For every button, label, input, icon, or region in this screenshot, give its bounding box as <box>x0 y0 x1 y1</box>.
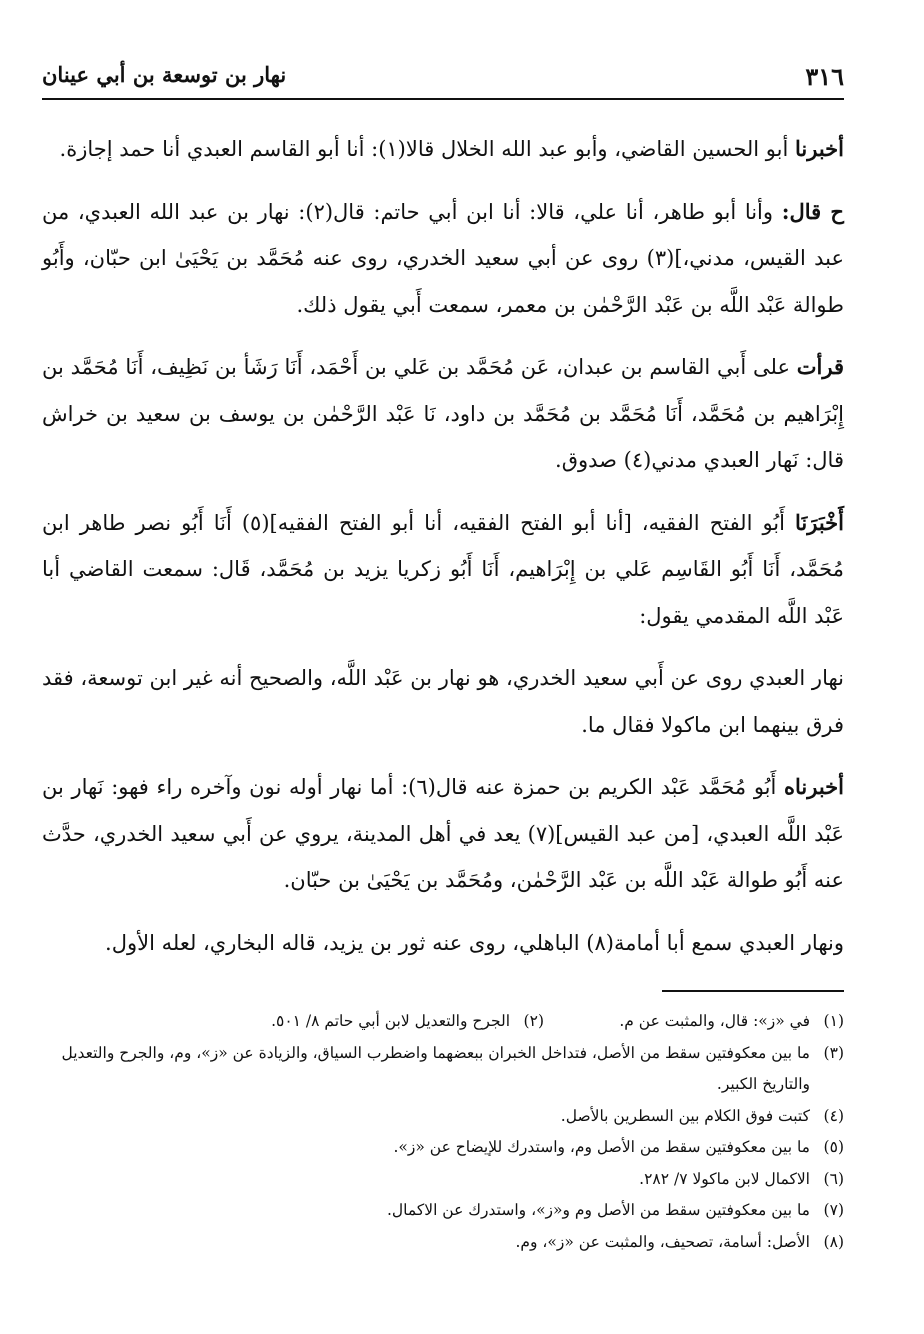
main-text <box>42 126 844 982</box>
footnote-text: الجرح والتعديل لابن أبي حاتم ٨/ ٥٠١. <box>271 1012 510 1030</box>
paragraph-text: ونهار العبدي سمع أبا أمامة(٨) الباهلي، روى عنه ثور بن يزيد، قاله البخاري، لعله الأول. <box>105 930 844 955</box>
paragraph-lead: أخبرناه <box>784 774 844 799</box>
footnote-6 <box>42 1164 844 1196</box>
footnote-row <box>42 1006 844 1038</box>
paragraph-lead: قرأت <box>796 354 844 379</box>
paragraph-text: أَبُو مُحَمَّد عَبْد الكريم بن حمزة عنه قال(٦): أما نهار أوله نون وآخره راء فهو: نَهار بن عَبْد اللَّه العبدي، [من عبد القيس](٧) يعد في أهل المدينة، يروي عن أَبي سعيد الخدري، حدَّث عنه أَبُو طوالة عَبْد اللَّه بن عَبْد الرَّحْمٰن، ومُحَمَّد بن يَحْيَىٰ بن حبّان. <box>42 775 844 892</box>
paragraph-text: أَبُو الفتح الفقيه، [أنا أبو الفتح الفقيه، أنا أبو الفتح الفقيه](٥) أَنَا أَبُو نصر طاهر ابن مُحَمَّد، أَنَا أَبُو القَاسِم عَلي بن إِبْرَاهيم، أَنَا أَبُو زكريا يزيد بن مُحَمَّد، قَال: سمعت القاضي أبا عَبْد اللَّه المقدمي يقول: <box>42 510 844 628</box>
paragraph-lead: أَخْبَرَنَا <box>795 509 844 535</box>
footnote-text: ما بين معكوفتين سقط من الأصل وم و«ز»، واستدرك عن الاكمال. <box>386 1201 810 1219</box>
paragraph <box>42 189 844 329</box>
footnote-separator <box>662 990 844 992</box>
paragraph-lead: أخبرنا <box>795 136 844 161</box>
paragraph <box>42 655 844 748</box>
footnote-text: ما بين معكوفتين سقط من الأصل وم، واستدرك للإيضاح عن «ز». <box>393 1138 810 1156</box>
footnote-text: في «ز»: قال، والمثبت عن م. <box>619 1012 810 1030</box>
footnote-7 <box>42 1195 844 1227</box>
footnote-number: (٥) <box>823 1138 844 1156</box>
paragraph-lead: ح قال: <box>781 198 844 224</box>
footnote-number: (٤) <box>823 1106 844 1125</box>
footnote-number: (٢) <box>523 1012 544 1030</box>
paragraph <box>42 920 844 967</box>
footnote-5 <box>42 1132 844 1164</box>
paragraph-text: على أَبي القاسم بن عبدان، عَن مُحَمَّد بن عَلي بن أَحْمَد، أَنَا رَشَأ بن نَظِيف، أَنَا مُحَمَّد بن إِبْرَاهيم بن مُحَمَّد، أَنَا مُحَمَّد بن مُحَمَّد بن داود، نَا عَبْد الرَّحْمٰن بن يوسف بن سعيد بن خراش قال: نَهار العبدي مدني(٤) صدوق. <box>42 355 844 472</box>
page-header <box>42 56 844 100</box>
footnote-4 <box>42 1101 844 1133</box>
footnote-text: الاكمال لابن ماكولا ٧/ ٢٨٢. <box>639 1169 810 1188</box>
paragraph <box>42 344 844 484</box>
paragraph-text: نهار العبدي روى عن أَبي سعيد الخدري، هو نهار بن عَبْد اللَّه، والصحيح أنه غير ابن توسعة، فقد فرق بينهما ابن ماكولا فقال ما. <box>42 666 844 737</box>
footnote-number: (١) <box>823 1012 844 1030</box>
footnote-text: الأصل: أسامة، تصحيف، والمثبت عن «ز»، وم. <box>515 1232 810 1251</box>
page-number: ٣١٦ <box>805 62 844 91</box>
running-title: نهار بن توسعة بن أبي عينان <box>42 62 287 87</box>
footnote-text: كتبت فوق الكلام بين السطرين بالأصل. <box>560 1106 810 1125</box>
paragraph-text: أبو الحسين القاضي، وأبو عبد الله الخلال قالا(١): أنا أبو القاسم العبدي أنا حمد إجازة. <box>59 137 796 161</box>
paragraph <box>42 500 844 640</box>
footnote-2 <box>42 1006 544 1038</box>
footnote-number: (٣) <box>823 1043 844 1062</box>
footnote-number: (٨) <box>823 1232 844 1251</box>
footnote-1 <box>544 1006 844 1038</box>
footnote-number: (٦) <box>823 1169 844 1188</box>
paragraph <box>42 126 844 173</box>
paragraph-text: وأنا أبو طاهر، أنا علي، قالا: أنا ابن أبي حاتم: قال(٢): نهار بن عبد الله العبدي، من عبد القيس، مدني،](٣) روى عن أبي سعيد الخدري، روى عنه مُحَمَّد بن يَحْيَىٰ ابن حبّان، وأَبُو طوالة عَبْد اللَّه بن عَبْد الرَّحْمٰن بن معمر، سمعت أَبي يقول ذلك. <box>42 199 844 317</box>
footnote-number: (٧) <box>823 1201 844 1219</box>
paragraph <box>42 764 844 904</box>
footnote-text: ما بين معكوفتين سقط من الأصل، فتداخل الخبران ببعضهما واضطرب السياق، والزيادة عن «ز»، وم، والجرح والتعديل والتاريخ الكبير. <box>61 1043 810 1093</box>
footnote-3 <box>42 1038 844 1101</box>
footnotes <box>42 1006 844 1258</box>
footnote-8 <box>42 1227 844 1259</box>
